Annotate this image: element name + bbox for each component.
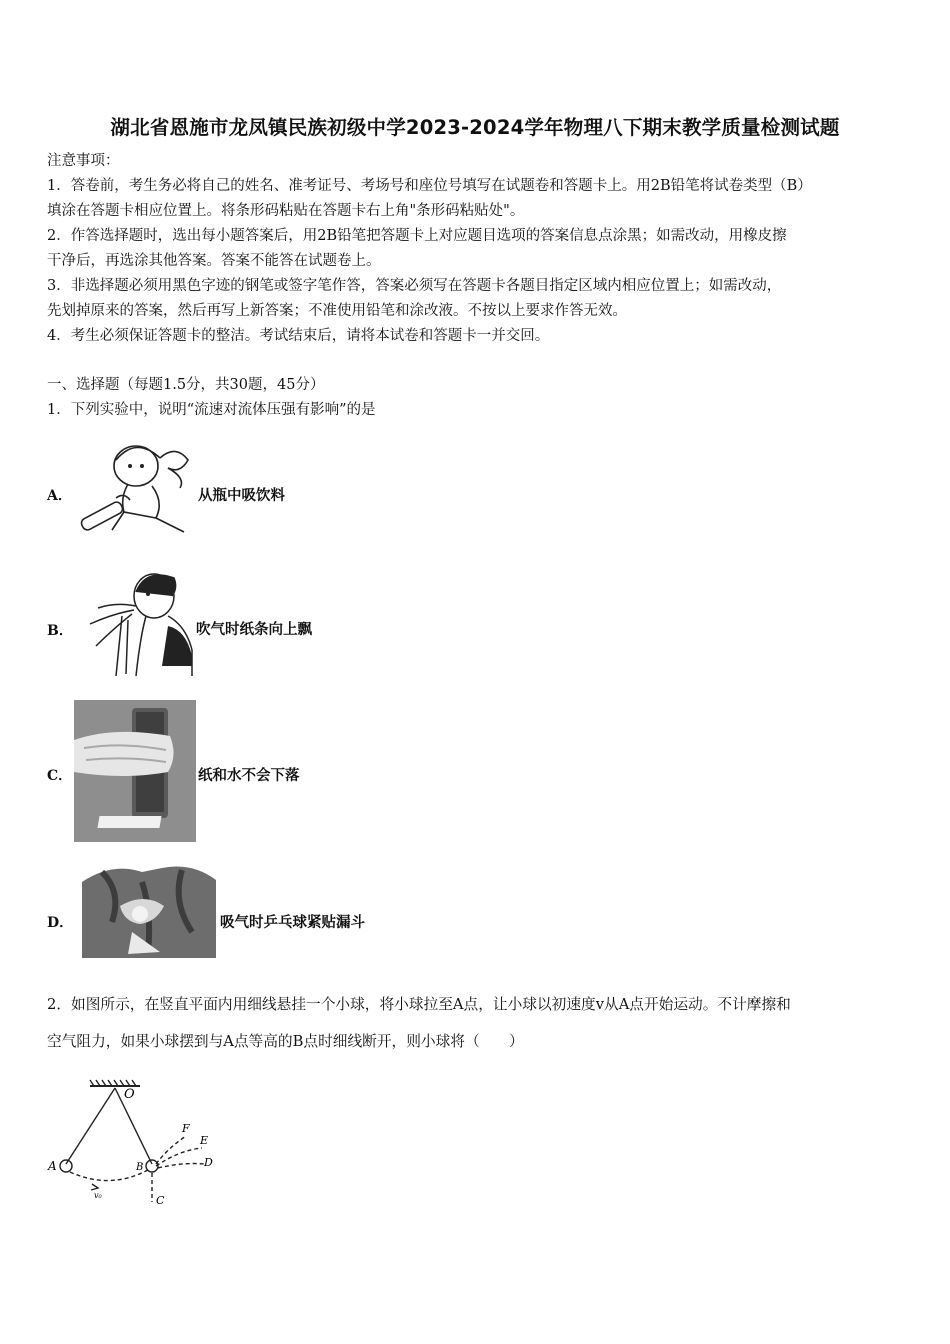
- option-a-label: 从瓶中吸饮料: [198, 487, 285, 504]
- inverted-cup-image: [74, 700, 196, 842]
- boy-blowing-paper-image: [76, 566, 194, 678]
- notes-heading: 注意事项：: [47, 153, 120, 169]
- pendulum-diagram: [44, 1078, 224, 1210]
- option-b-label: 吹气时纸条向上飘: [196, 621, 312, 638]
- notes-line: 2．作答选择题时，选出每小题答案后，用2B铅笔把答题卡上对应题目选项的答案信息点涂黑；如需改动，用橡皮擦: [47, 228, 787, 244]
- point-c-label: C: [156, 1194, 165, 1207]
- section-heading: 一、选择题（每题1.5分，共30题，45分）: [47, 377, 325, 393]
- question-2-line-1: 2．如图所示，在竖直平面内用细线悬挂一个小球，将小球拉至A点，让小球以初速度v从A点开始运动。不计摩擦和: [47, 996, 791, 1013]
- point-d-label: D: [204, 1156, 213, 1169]
- option-d-letter: D．: [47, 915, 74, 931]
- point-e-label: E: [200, 1134, 209, 1147]
- question-2-line-2: 空气阻力，如果小球摆到与A点等高的B点时细线断开，则小球将（ ）: [47, 1033, 524, 1050]
- notes-line: 干净后，再选涂其他答案。答案不能答在试题卷上。: [47, 253, 381, 269]
- notes-line: 4．考生必须保证答题卡的整洁。考试结束后，请将本试卷和答题卡一并交回。: [47, 328, 550, 344]
- question-1-stem: 1．下列实验中，说明“流速对流体压强有影响”的是: [47, 402, 376, 418]
- point-o-label: O: [124, 1087, 135, 1102]
- notes-line: 3．非选择题必须用黑色字迹的钢笔或签字笔作答，答案必须写在答题卡各题目指定区域内相应位置上；如需改动，: [47, 278, 782, 294]
- exam-title: 湖北省恩施市龙凤镇民族初级中学2023-2024学年物理八下期末教学质量检测试题: [110, 116, 840, 139]
- point-b-label: B: [136, 1162, 144, 1173]
- girl-drinking-image: [76, 438, 191, 534]
- velocity-label: v₀: [94, 1191, 102, 1200]
- point-f-label: F: [182, 1122, 190, 1135]
- option-a-letter: A．: [47, 488, 72, 504]
- option-c-letter: C．: [47, 768, 73, 784]
- notes-line: 先划掉原来的答案，然后再写上新答案；不准使用铅笔和涂改液。不按以上要求作答无效。: [47, 303, 627, 319]
- point-a-label: A: [48, 1159, 57, 1173]
- option-b-letter: B．: [47, 623, 73, 639]
- option-c-label: 纸和水不会下落: [198, 767, 300, 784]
- funnel-ball-image: [82, 862, 218, 958]
- notes-line: 1．答卷前，考生务必将自己的姓名、准考证号、考场号和座位号填写在试题卷和答题卡上。用2B铅笔将试卷类型（B）: [47, 178, 812, 194]
- notes-line: 填涂在答题卡相应位置上。将条形码粘贴在答题卡右上角"条形码粘贴处"。: [47, 203, 525, 219]
- option-d-label: 吸气时乒乓球紧贴漏斗: [220, 914, 365, 931]
